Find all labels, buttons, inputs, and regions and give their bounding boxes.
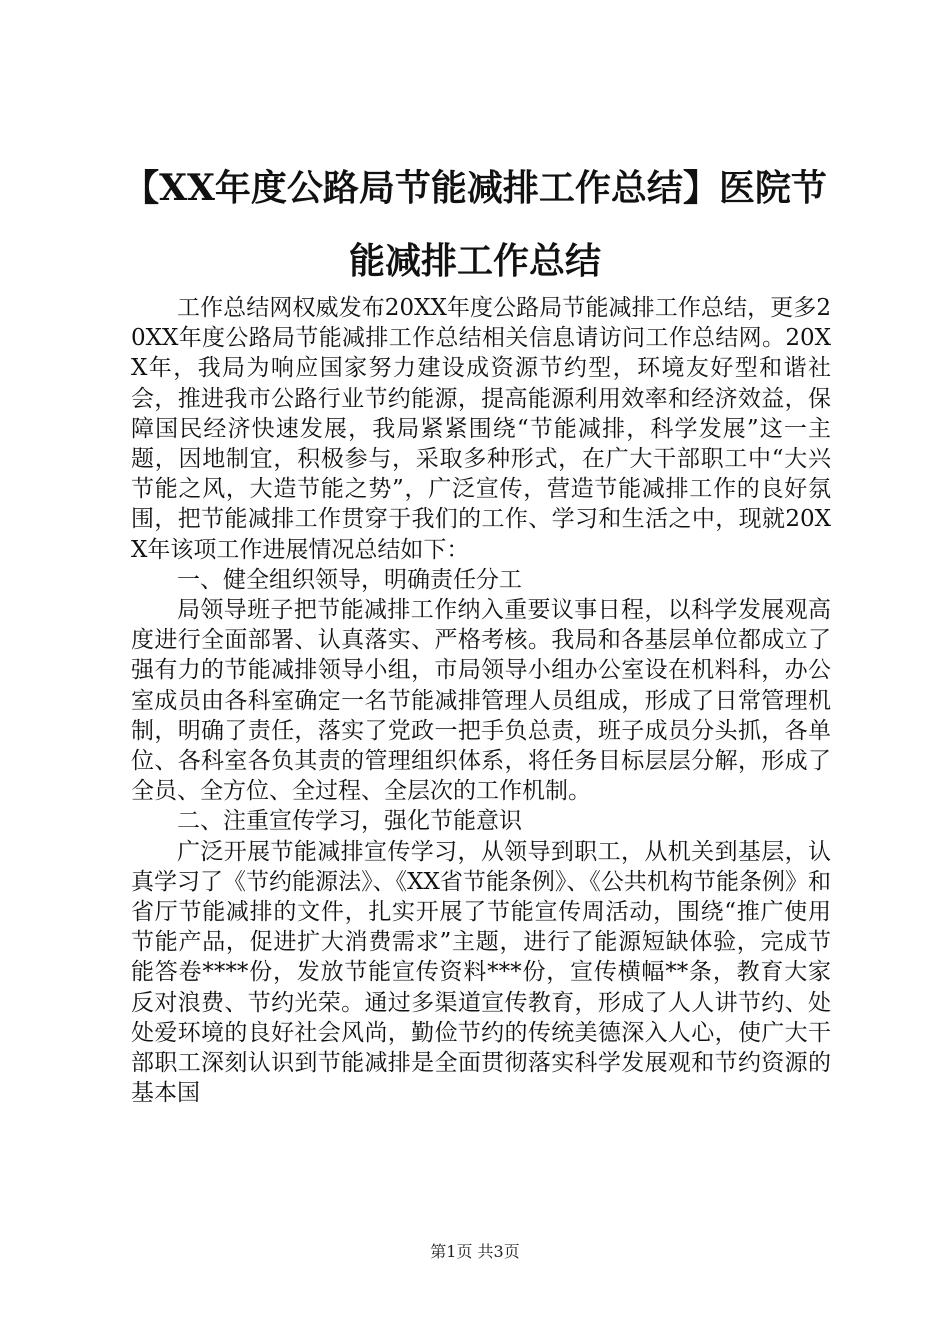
intro-paragraph: 工作总结网权威发布20XX年度公路局节能减排工作总结，更多20XX年度公路局节能减排工作总结相关信息请访问工作总结网。20XX年，我局为响应国家努力建设成资源节约型，环境友好型和谐社会，推进我市公路行业节约能源，提高能源利用效率和经济效益，保障国民经济快速发展，我局紧紧围绕“节能减排，科学发展”这一主题，因地制宜，积极参与，采取多种形式，在广大干部职工中“大兴节能之风，大造节能之势”，广泛宣传，营造节能减排工作的良好氛围，把节能减排工作贯穿于我们的工作、学习和生活之中，现就20XX年该项工作进展情况总结如下：	[131, 295, 831, 563]
page-number-footer: 第1页 共3页	[430, 1242, 520, 1261]
section-heading-1: 一、健全组织领导，明确责任分工	[177, 566, 522, 593]
section-1-paragraph: 局领导班子把节能减排工作纳入重要议事日程，以科学发展观高度进行全面部署、认真落实、严格考核。我局和各基层单位都成立了强有力的节能减排领导小组，市局领导小组办公室设在机料科，办公室成员由各科室确定一名节能减排管理人员组成，形成了日常管理机制，明确了责任，落实了党政一把手负总责，班子成员分头抓，各单位、各科室各负其责的管理组织体系，将任务目标层层分解，形成了全员、全方位、全过程、全层次的工作机制。	[131, 597, 831, 805]
section-heading-2: 二、注重宣传学习，强化节能意识	[177, 808, 522, 835]
document-title: 【XX年度公路局节能减排工作总结】医院节能减排工作总结	[123, 167, 827, 282]
section-2-paragraph: 广泛开展节能减排宣传学习，从领导到职工，从机关到基层，认真学习了《节约能源法》、《XX省节能条例》、《公共机构节能条例》和省厅节能减排的文件，扎实开展了节能宣传周活动，围绕“推广使用节能产品，促进扩大消费需求”主题，进行了能源短缺体验，完成节能答卷****份，发放节能宣传资料***份，宣传横幅**条，教育大家反对浪费、节约光荣。通过多渠道宣传教育，形成了人人讲节约、处处爱环境的良好社会风尚，勤俭节约的传统美德深入人心，使广大干部职工深刻认识到节能减排是全面贯彻落实科学发展观和节约资源的基本国	[131, 838, 831, 1107]
document-body	[131, 293, 831, 1108]
